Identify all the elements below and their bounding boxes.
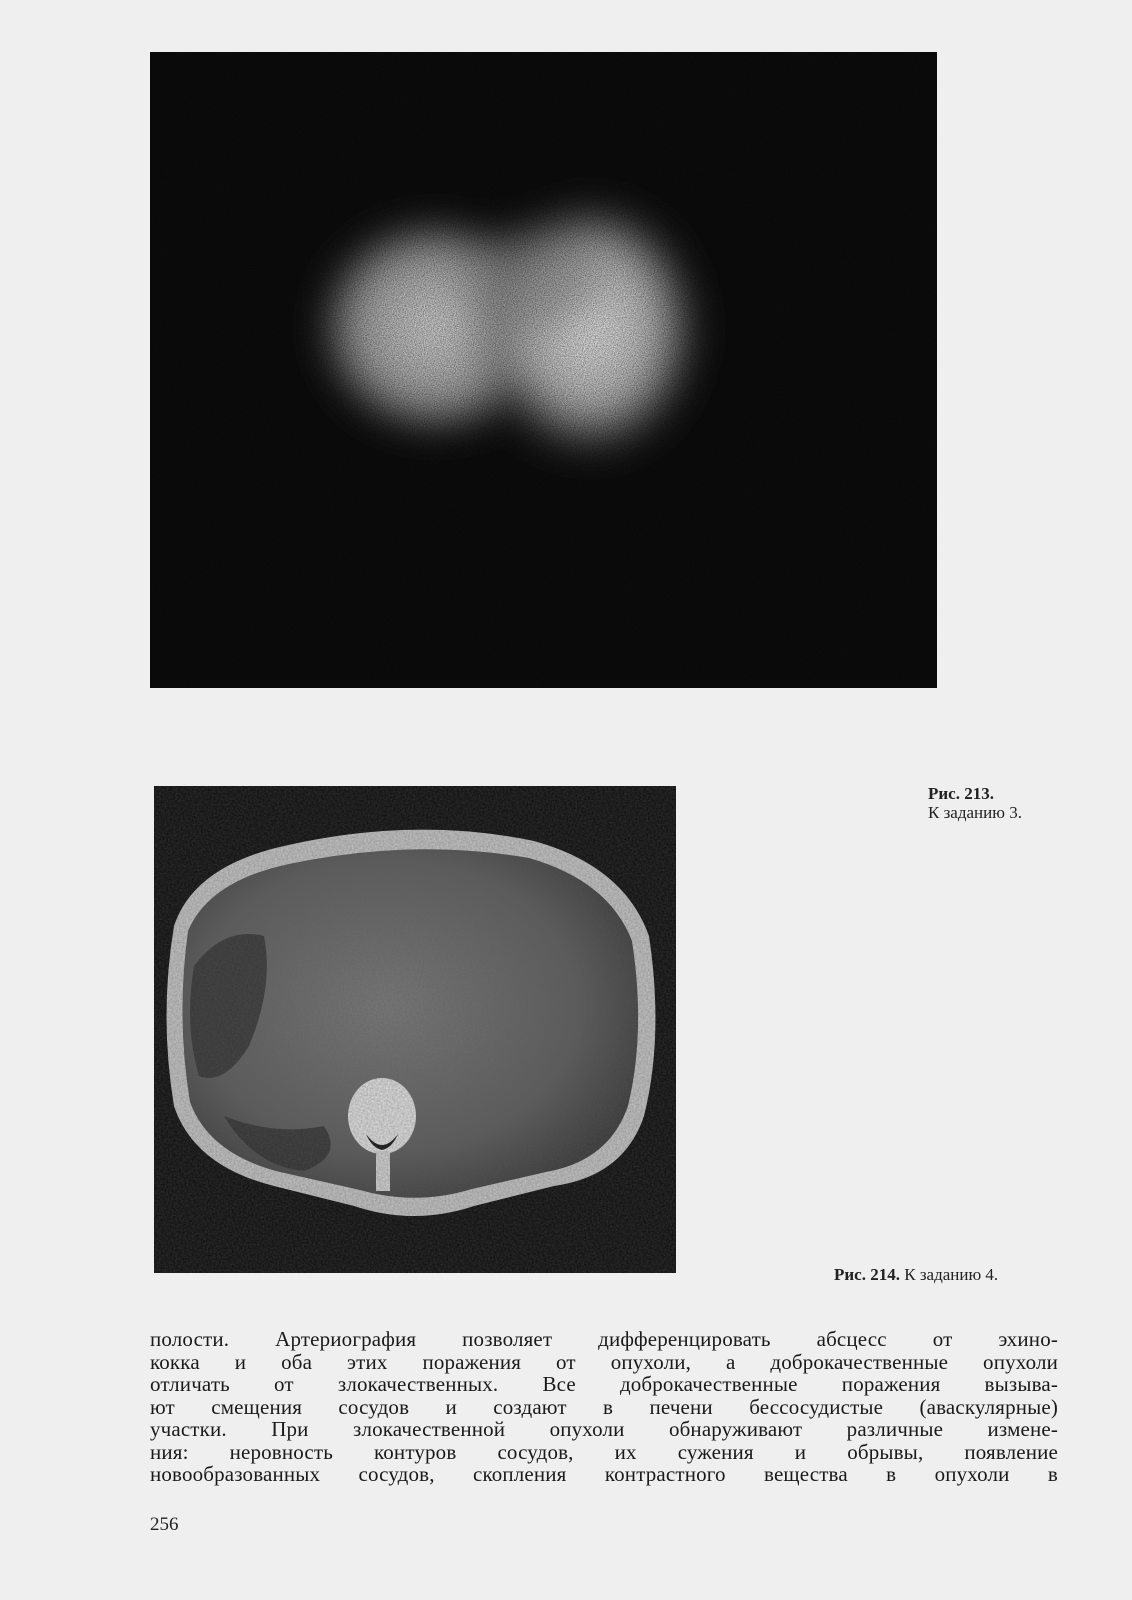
text-line: полости. Артериография позволяет дифференцировать абсцесс от эхино- [150,1327,1058,1351]
text-line: ют смещения сосудов и создают в печени бессосудистые (аваскулярные) [150,1394,1058,1419]
text-line: новообразованных сосудов, скопления контрастного вещества в опухоли в [150,1462,1058,1486]
text-line: ния: неровность контуров сосудов, их сужения и обрывы, появление [150,1439,1058,1464]
figure-214-caption [834,1265,1074,1284]
page-number: 256 [150,1514,179,1535]
text-line: участки. При злокачественной опухоли обнаруживают различные измене- [150,1417,1058,1441]
ct-scan-graphic [154,786,676,1273]
figure-214-text: К заданию 4. [904,1265,999,1284]
figure-214-number: Рис. 214. [834,1265,900,1284]
text-line: отличать от злокачественных. Все доброкачественные поражения вызыва- [150,1372,1058,1396]
ct-scan-image [154,786,676,1273]
figure-213-caption [928,784,1078,822]
text-line: кокка и оба этих поражения от опухоли, а доброкачественные опухоли [150,1349,1058,1374]
figure-213-number: Рис. 213. [928,784,994,803]
body-paragraph [150,1328,1058,1486]
scintigram-graphic [150,52,937,688]
scintigram-image [150,52,937,688]
figure-213-text: К заданию 3. [928,803,1022,822]
